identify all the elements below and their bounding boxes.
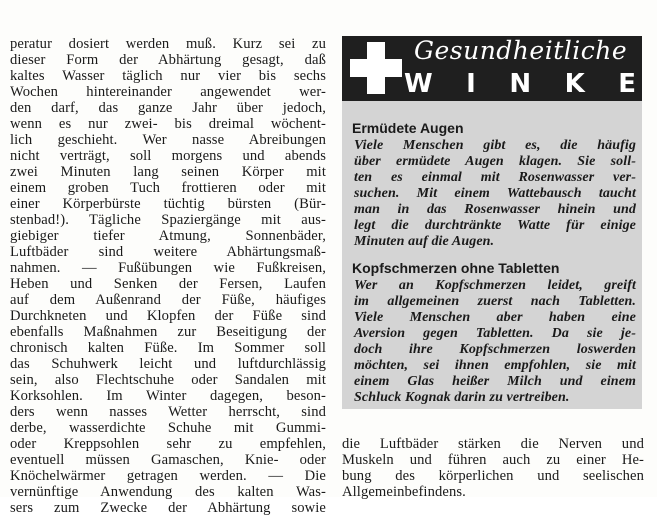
right-bottom-text: [342, 436, 644, 500]
red-cross-icon: [350, 42, 402, 94]
text-line: vernünftige Anwendung des kalten Was-: [10, 484, 326, 500]
tip-line: möchten, sei ihnen empfohlen, sie mit: [354, 358, 636, 373]
text-line: peratur dosiert werden muß. Kurz sei zu: [10, 36, 326, 52]
banner-letter: E: [618, 69, 636, 99]
text-line: Korksohlen. Im Winter dagegen, beson-: [10, 388, 326, 404]
left-text-column: [10, 36, 326, 516]
text-line: einem groben Tuch frottieren oder mit: [10, 180, 326, 196]
health-tips-banner: [342, 36, 642, 101]
text-line: die Luftbäder stärken die Nerven und: [342, 436, 644, 452]
banner-letter: K: [564, 69, 585, 99]
text-line: Durchkneten und Klopfen der Füße sind: [10, 308, 326, 324]
text-line: Allgemeinbefindens.: [342, 484, 466, 500]
text-line: derbe, wasserdichte Schuhe mit Gummi-: [10, 420, 326, 436]
tip-line: Viele Menschen gibt es, die häufig: [354, 138, 636, 153]
banner-letter: I: [466, 69, 476, 99]
text-line: dieser Form der Abhärtung gesagt, daß: [10, 52, 326, 68]
text-line: giebiger tiefer Atmung, Sonnenbäder,: [10, 228, 326, 244]
tip-body: [354, 138, 636, 250]
banner-letter: W: [404, 69, 433, 99]
text-line: lich geschieht. Wer nasse Abreibungen: [10, 132, 326, 148]
tip-line: einem Glas heißer Milch und einem: [354, 374, 636, 389]
tip-heading: Kopfschmerzen ohne Tabletten: [352, 260, 560, 276]
tip-line: Schluck Kognak darin zu vertreiben.: [354, 390, 570, 405]
tip-line: legt die durchtränkte Watte für einige: [354, 218, 636, 233]
tip-heading: Ermüdete Augen: [352, 120, 464, 136]
text-line: chronisch kalten Füße. Im Sommer soll: [10, 340, 326, 356]
text-line: kaltes Wasser täglich nur vier bis sechs: [10, 68, 326, 84]
text-line: eventuell müssen Gamaschen, Knie- oder: [10, 452, 326, 468]
text-line: zwei Minuten lang seinen Körper mit: [10, 164, 326, 180]
tip-line: im allgemeinen zuerst nach Tabletten.: [354, 294, 636, 309]
text-line: ebenfalls Maßnahmen zur Beseitigung der: [10, 324, 326, 340]
text-line: sers zum Zwecke der Abhärtung sowie: [10, 500, 326, 516]
tip-line: ten es einmal mit Rosenwasser ver-: [354, 170, 636, 185]
text-line: Knöchelwärmer getragen werden. — Die: [10, 468, 326, 484]
text-line: nicht verträgt, soll morgens und abends: [10, 148, 326, 164]
text-line: auf dem Außenrand der Füße, häufiges: [10, 292, 326, 308]
text-line: ders wenn nasses Wetter herrscht, sind: [10, 404, 326, 420]
banner-winke-title: [404, 69, 636, 99]
tip-line: Viele Menschen aber haben eine: [354, 310, 636, 325]
text-line: Muskeln und führen auch zu einer He-: [342, 452, 644, 468]
text-line: Heben und Senken der Fersen, Laufen: [10, 276, 326, 292]
text-line: Luftbäder sind weitere Abhärtungsmaß-: [10, 244, 326, 260]
text-line: sein, also Flechtschuhe oder Sandalen mit: [10, 372, 326, 388]
tip-line: doch ihre Kopfschmerzen loswerden: [354, 342, 636, 357]
text-line: Wochen hintereinander angewendet wer-: [10, 84, 326, 100]
text-line: einer Körperbürste tüchtig bürsten (Bür-: [10, 196, 326, 212]
text-line: bung des körperlichen und seelischen: [342, 468, 644, 484]
banner-script-title: Gesundheitliche: [414, 36, 628, 65]
tip-line: Wer an Kopfschmerzen leidet, greift: [354, 278, 636, 293]
text-line: oder Kreppsohlen sehr zu empfehlen,: [10, 436, 326, 452]
tip-line: Aversion gegen Tabletten. Da sie je-: [354, 326, 636, 341]
text-line: nahmen. — Fußübungen wie Fußkreisen,: [10, 260, 326, 276]
banner-letter: N: [509, 69, 532, 99]
tip-line: suchen. Mit einem Wattebausch taucht: [354, 186, 636, 201]
tip-body: [354, 278, 636, 406]
tip-line: man in das Rosenwasser hinein und: [354, 202, 636, 217]
text-line: stenbad!). Tägliche Spaziergänge mit aus-: [10, 212, 326, 228]
health-tips-box: [342, 36, 642, 409]
text-line: wenn es nur zwei- bis dreimal wöchent-: [10, 116, 326, 132]
tip-line: über ermüdete Augen klagen. Sie soll-: [354, 154, 636, 169]
text-line: den darf, das ganze Jahr über jedoch,: [10, 100, 326, 116]
tip-line: Minuten auf die Augen.: [354, 234, 495, 249]
text-line: das Schuhwerk leicht und luftdurchlässig: [10, 356, 326, 372]
